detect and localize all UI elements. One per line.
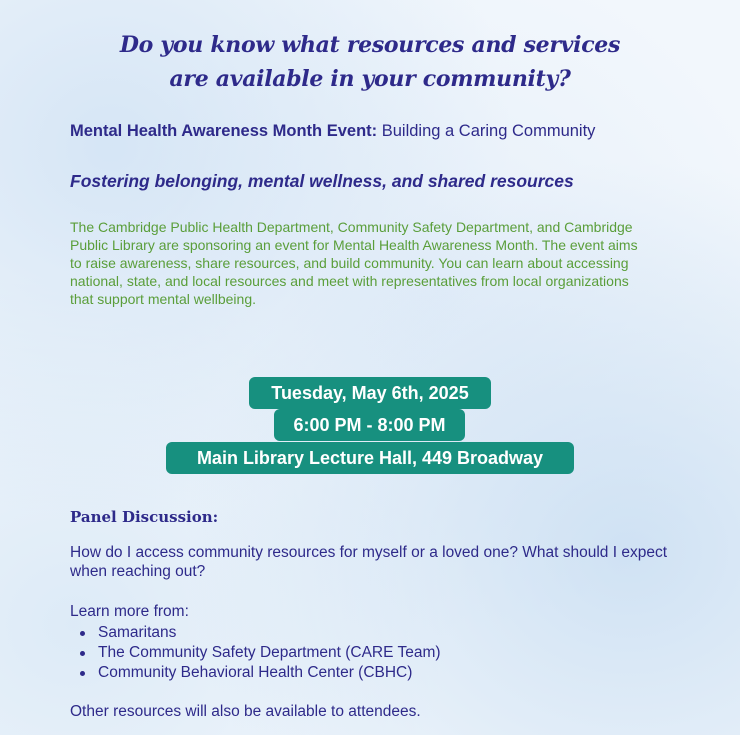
learn-more-label: Learn more from: [70,603,189,620]
list-item [70,643,441,663]
organization-name: Samaritans [98,624,177,641]
event-location-badge: Main Library Lecture Hall, 449 Broadway [166,442,574,474]
event-description: The Cambridge Public Health Department, Community Safety Department, and Cambridge Public Library are sponsoring an event for Mental Health Awareness Month. The event aims to raise awareness, share resources, and build community. You can learn about accessing national, state, and local resources and meet with representatives from local organizations that support mental wellbeing. [70,219,638,307]
event-name: Building a Caring Community [377,122,596,140]
bullet-icon [80,671,85,676]
list-item [70,623,441,643]
event-label: Mental Health Awareness Month Event: [70,122,378,140]
panel-heading: Panel Discussion: [70,508,219,526]
headline-line-2: are available in your community? [169,66,571,92]
panel-question: How do I access community resources for myself or a loved one? What should I expect when reaching out? [70,544,668,580]
event-subtitle: Fostering belonging, mental wellness, and shared resources [70,171,574,191]
event-title [70,122,595,141]
closing-note: Other resources will also be available to attendees. [70,703,421,720]
organization-name: Community Behavioral Health Center (CBHC) [98,664,413,681]
list-item [70,663,441,683]
event-time-badge: 6:00 PM - 8:00 PM [274,409,465,441]
organization-list [70,623,441,683]
bullet-icon [80,631,85,636]
bullet-icon [80,651,85,656]
headline-line-1: Do you know what resources and services [119,32,621,58]
organization-name: The Community Safety Department (CARE Team) [98,644,441,661]
event-date-badge: Tuesday, May 6th, 2025 [249,377,491,409]
